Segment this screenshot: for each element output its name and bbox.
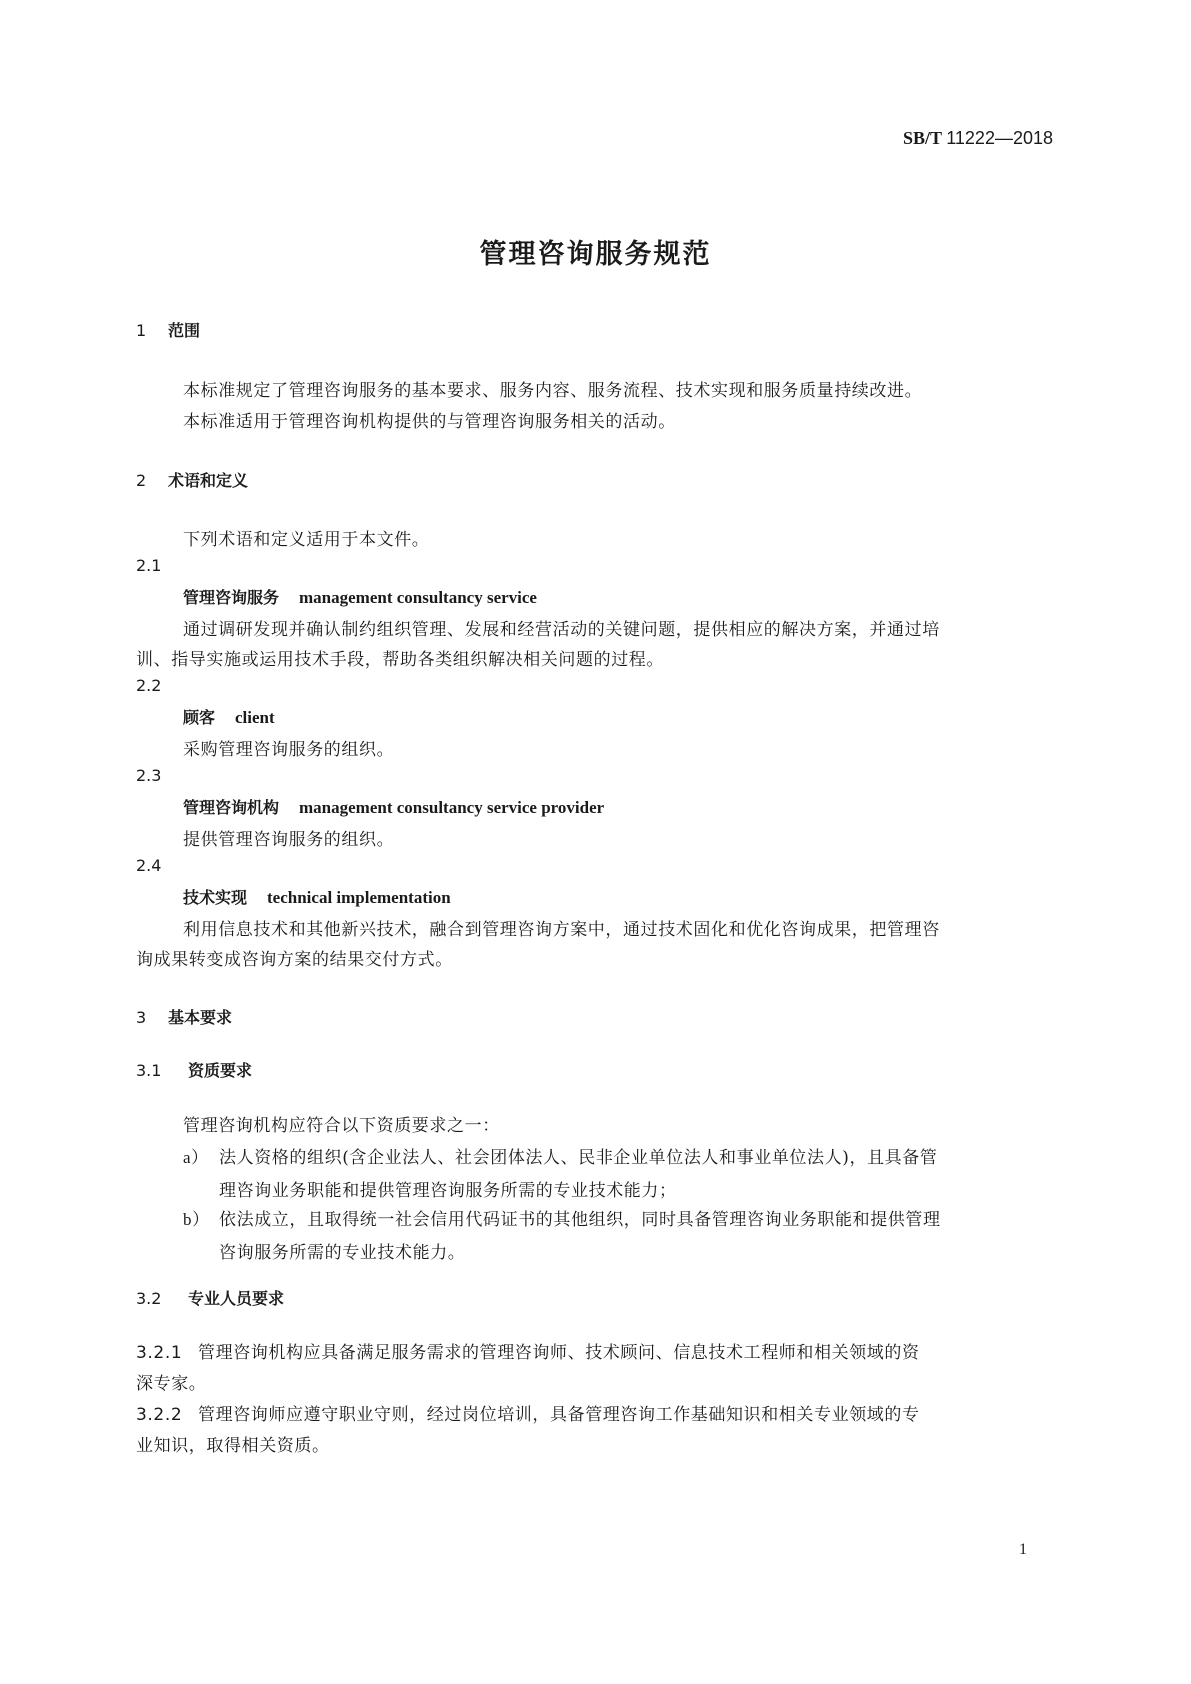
term-2-1-def-line-1: 通过调研发现并确认制约组织管理、发展和经营活动的关键问题，提供相应的解决方案，并通过培 (183, 620, 940, 640)
term-2-1-def-line-2: 训、指导实施或运用技术手段，帮助各类组织解决相关问题的过程。 (136, 650, 664, 670)
clause-3-2-1-text: 管理咨询机构应具备满足服务需求的管理咨询师、技术顾问、信息技术工程师和相关领域的资 (198, 1343, 920, 1363)
clause-3-2-1-number: 3.2.1 (136, 1343, 183, 1363)
term-2-2-en: client (235, 708, 275, 727)
term-2-1-number: 2.1 (136, 556, 162, 575)
list-item-a-line-2: 理咨询业务职能和提供管理咨询服务所需的专业技术能力； (219, 1181, 677, 1201)
clause-3-2-2-number: 3.2.2 (136, 1405, 183, 1425)
section-2-number: 2 (136, 471, 147, 490)
list-item-a-marker: a） (183, 1148, 209, 1167)
section-1-heading (136, 318, 200, 341)
section-3-1-heading (136, 1058, 252, 1081)
term-2-2-zh: 顾客 (183, 708, 216, 727)
section-3-heading (136, 1005, 232, 1028)
page-number: 1 (1019, 1541, 1027, 1558)
clause-3-2-1-line-2: 深专家。 (136, 1374, 207, 1394)
list-item-b-marker: b） (183, 1210, 210, 1229)
term-2-4-def-line-1: 利用信息技术和其他新兴技术，融合到管理咨询方案中，通过技术固化和优化咨询成果，把管理咨 (183, 920, 940, 940)
standard-code-number: 11222—2018 (946, 128, 1053, 148)
term-2-3-number: 2.3 (136, 766, 162, 785)
clause-3-2-1-line-1 (136, 1338, 920, 1363)
list-item-b (183, 1205, 1043, 1263)
term-2-4-heading (183, 885, 451, 908)
section-1-number: 1 (136, 321, 147, 340)
section-1-para-1: 本标准规定了管理咨询服务的基本要求、服务内容、服务流程、技术实现和服务质量持续改进。 (183, 381, 923, 401)
term-2-1-zh: 管理咨询服务 (183, 588, 280, 607)
term-2-4-number: 2.4 (136, 856, 162, 875)
term-2-3-en: management consultancy service provider (299, 798, 605, 817)
term-2-1-en: management consultancy service (299, 588, 537, 607)
term-2-4-en: technical implementation (267, 888, 451, 907)
term-2-2-number: 2.2 (136, 676, 162, 695)
section-3-1-title: 资质要求 (188, 1061, 253, 1080)
section-3-2-heading (136, 1286, 284, 1309)
list-item-b-line-1: 依法成立，且取得统一社会信用代码证书的其他组织，同时具备管理咨询业务职能和提供管理 (219, 1210, 941, 1230)
term-2-2-heading (183, 705, 275, 728)
standard-code (903, 128, 1053, 149)
section-2-heading (136, 468, 248, 491)
list-item-a (183, 1143, 1043, 1201)
section-3-2-number: 3.2 (136, 1289, 162, 1308)
section-3-1-number: 3.1 (136, 1061, 162, 1080)
term-2-1-heading (183, 585, 537, 608)
document-title: 管理咨询服务规范 (479, 239, 712, 270)
clause-3-2-2-line-2: 业知识，取得相关资质。 (136, 1436, 330, 1456)
list-item-b-line-2: 咨询服务所需的专业技术能力。 (219, 1243, 466, 1263)
section-3-number: 3 (136, 1008, 147, 1027)
term-2-3-heading (183, 795, 604, 818)
term-2-4-def-line-2: 询成果转变成咨询方案的结果交付方式。 (136, 950, 453, 970)
list-item-a-line-1: 法人资格的组织(含企业法人、社会团体法人、民非企业单位法人和事业单位法人)，且具备管 (219, 1148, 938, 1168)
section-1-para-2: 本标准适用于管理咨询机构提供的与管理咨询服务相关的活动。 (183, 412, 676, 432)
clause-3-2-2-text: 管理咨询师应遵守职业守则，经过岗位培训，具备管理咨询工作基础知识和相关专业领域的专 (198, 1405, 920, 1425)
section-3-2-title: 专业人员要求 (188, 1289, 285, 1308)
term-2-2-def: 采购管理咨询服务的组织。 (183, 740, 395, 760)
term-2-3-def: 提供管理咨询服务的组织。 (183, 830, 395, 850)
section-1-title: 范围 (168, 321, 201, 340)
clause-3-2-2-line-1 (136, 1400, 920, 1425)
section-2-title: 术语和定义 (168, 471, 249, 490)
term-2-4-zh: 技术实现 (183, 888, 248, 907)
term-2-3-zh: 管理咨询机构 (183, 798, 280, 817)
section-3-title: 基本要求 (168, 1008, 233, 1027)
section-2-intro: 下列术语和定义适用于本文件。 (183, 530, 430, 550)
standard-code-prefix: SB/T (903, 128, 942, 148)
section-3-1-intro: 管理咨询机构应符合以下资质要求之一： (183, 1116, 500, 1136)
